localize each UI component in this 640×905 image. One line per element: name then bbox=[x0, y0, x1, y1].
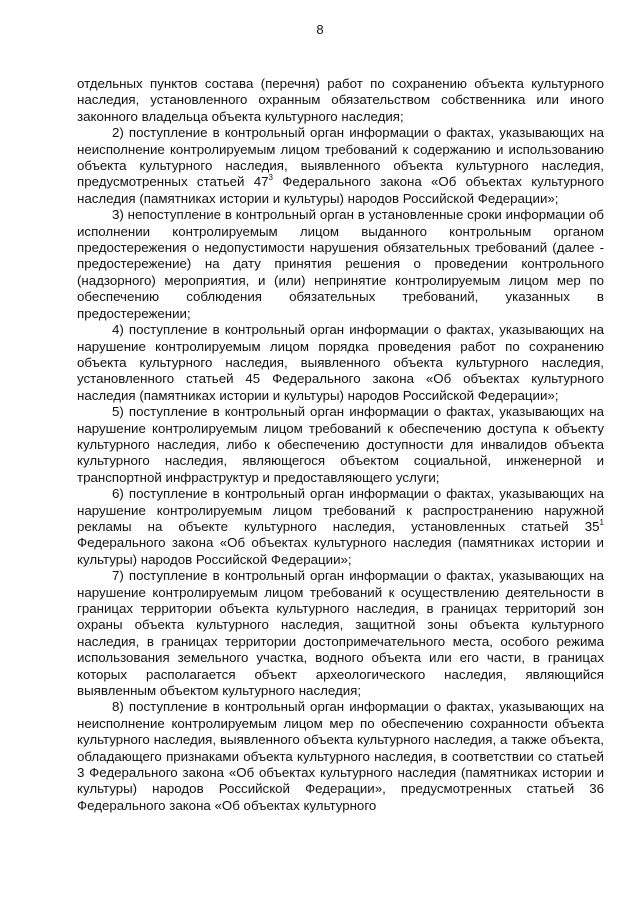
list-item-5: 5) поступление в контрольный орган информации о фактах, указывающих на нарушение контролируемым лицом требований к обеспечению доступа к объекту культурного наследия, либо к обеспечению доступности для инвалидов объекта культурного наследия, являющегося объектом социальной, инженерной и транспортной инфраструктур и предоставляющего услуги; bbox=[77, 404, 604, 485]
list-item-7: 7) поступление в контрольный орган информации о фактах, указывающих на нарушение контролируемым лицом требований к осуществлению деятельности в границах территории объекта культурного наследия, в границах территорий зон охраны объекта культурного наследия, защитной зоны объекта культурного наследия, в границах территории достопримечательного места, особого режима использования земельного участка, водного объекта или его части, в границах которых располагается объект археологического наследия, являющийся выявленным объектом культурного наследия; bbox=[77, 568, 604, 699]
list-item-3: 3) непоступление в контрольный орган в установленные сроки информации об исполнении контролируемым лицом выданного контрольным органом предостережения о недопустимости нарушения обязательных требований (далее - предостережение) на дату принятия решения о проведении контрольного (надзорного) мероприятия, и (или) непринятие контролируемым лицом мер по обеспечению соблюдения обязательных требований, указанных в предостережении; bbox=[77, 207, 604, 321]
list-item-2: 2) поступление в контрольный орган информации о фактах, указывающих на неисполнение контролируемым лицом требований к содержанию и использованию объекта культурного наследия, выявленного объекта культурного наследия, предусмотренных статьей $47^3$ Федерального закона «Об объектах культурного наследия (памятниках истории и культуры) народов Российской Федерации»; bbox=[77, 125, 604, 206]
superscript-3: 3 bbox=[268, 173, 273, 183]
list-item-8: 8) поступление в контрольный орган информации о фактах, указывающих на неисполнение контролируемым лицом мер по обеспечению сохранности объекта культурного наследия, выявленного объекта культурного наследия, а также объекта, обладающего признаками объекта культурного наследия, в соответствии со статьей 3 Федерального закона «Об объектах культурного наследия (памятниках истории и культуры) народов Российской Федерации», предусмотренных статьей 36 Федерального закона «Об объектах культурного bbox=[77, 699, 604, 813]
page-number: 8 bbox=[316, 22, 324, 37]
superscript-1: 1 bbox=[599, 517, 604, 527]
paragraph-intro: отдельных пунктов состава (перечня) работ по сохранению объекта культурного наследия, установленного охранным обязательством собственника или иного законного владельца объекта культурного наследия; bbox=[77, 76, 604, 124]
list-item-4: 4) поступление в контрольный орган информации о фактах, указывающих на нарушение контролируемым лицом порядка проведения работ по сохранению объекта культурного наследия, выявленного объекта культурного наследия, установленного статьей 45 Федерального закона «Об объектах культурного наследия (памятниках истории и культуры) народов Российской Федерации»; bbox=[77, 322, 604, 403]
document-body bbox=[77, 76, 604, 814]
list-item-6: 6) поступление в контрольный орган информации о фактах, указывающих на нарушение контролируемым лицом требований к распространению наружной рекламы на объекте культурного наследия, установленных статьей $35^1$ Федерального закона «Об объектах культурного наследия (памятниках истории и культуры) народов Российской Федерации»; bbox=[77, 486, 604, 567]
